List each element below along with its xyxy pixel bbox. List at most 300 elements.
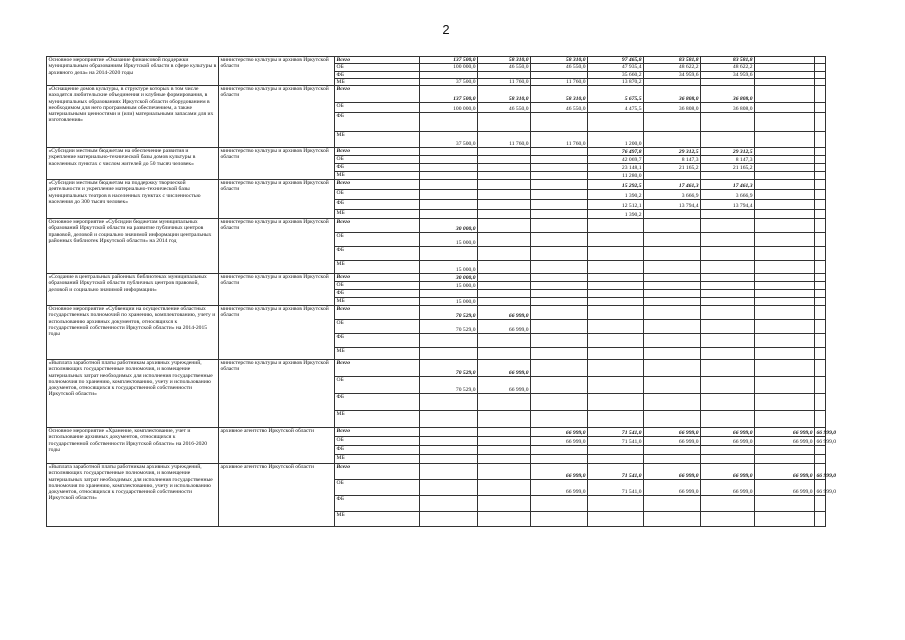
amount-cell (588, 334, 644, 348)
amount-cell: 36 808,0 (701, 103, 755, 113)
amount-cell (815, 190, 826, 200)
amount-cell: 21 165,2 (701, 164, 755, 172)
amount-cell (755, 113, 815, 132)
amount-cell: 11 760,0 (531, 132, 588, 148)
amount-cell: 15 000,0 (420, 282, 478, 290)
amount-cell (701, 172, 755, 180)
activity-name-cell: «Выплата заработной платы работникам архивных учреждений, исполняющих государственные полномочия, и возмещение материальных затрат необходимых для исполнения государственные полномочия по хранению, комплектованию, учету и использованию документов, относящихся к государственной собственности Иркутской области» (47, 360, 219, 428)
amount-cell (755, 64, 815, 71)
amount-cell (815, 274, 826, 282)
amount-cell: 58 310,0 (531, 57, 588, 64)
amount-cell: 3 666,9 (701, 190, 755, 200)
amount-cell (588, 512, 644, 527)
executor-cell: архивное агентство Иркутской области (219, 428, 335, 464)
amount-cell (531, 219, 588, 233)
executor-cell: министерство культуры и архивов Иркутской области (219, 360, 335, 428)
amount-cell (815, 298, 826, 306)
amount-cell (815, 348, 826, 360)
table-row (47, 306, 826, 320)
amount-cell: 36 808,0 (644, 86, 701, 103)
funding-source-cell: ОБ (335, 64, 420, 71)
amount-cell (644, 360, 701, 377)
amount-cell: 48 622,2 (644, 64, 701, 71)
amount-cell: 36 808,0 (644, 103, 701, 113)
amount-cell (701, 78, 755, 85)
amount-cell (815, 334, 826, 348)
amount-cell (420, 496, 478, 512)
amount-cell (755, 164, 815, 172)
amount-cell (755, 190, 815, 200)
amount-cell (644, 172, 701, 180)
funding-source-cell: ОБ (335, 103, 420, 113)
amount-cell (588, 290, 644, 298)
funding-source-cell: ФБ (335, 394, 420, 411)
amount-cell (478, 113, 531, 132)
amount-cell: 46 550,0 (478, 103, 531, 113)
amount-cell: 97 465,8 (588, 57, 644, 64)
executor-cell: министерство культуры и архивов Иркутской области (219, 86, 335, 148)
amount-cell (701, 394, 755, 411)
amount-cell (531, 496, 588, 512)
amount-cell (478, 210, 531, 219)
amount-cell (531, 360, 588, 377)
amount-cell (478, 71, 531, 78)
amount-cell (815, 148, 826, 156)
amount-cell: 66 999,0 (701, 428, 755, 437)
amount-cell (755, 247, 815, 261)
amount-cell (701, 132, 755, 148)
funding-source-cell: Всего (335, 274, 420, 282)
amount-cell (701, 210, 755, 219)
amount-cell (815, 172, 826, 180)
amount-cell (815, 103, 826, 113)
amount-cell: 58 310,0 (531, 86, 588, 103)
amount-cell: 58 310,0 (478, 57, 531, 64)
amount-cell (755, 156, 815, 164)
amount-cell: 66 999,0 (644, 428, 701, 437)
amount-cell: 15 000,0 (420, 233, 478, 247)
amount-cell: 66 999,0 (815, 480, 826, 496)
amount-cell (644, 320, 701, 334)
amount-cell: 17 461,3 (644, 180, 701, 190)
funding-source-cell: Всего (335, 86, 420, 103)
amount-cell (755, 86, 815, 103)
amount-cell (815, 455, 826, 464)
amount-cell (588, 274, 644, 282)
amount-cell (478, 437, 531, 446)
amount-cell (644, 455, 701, 464)
amount-cell (531, 113, 588, 132)
amount-cell: 58 310,0 (478, 86, 531, 103)
executor-cell: архивное агентство Иркутской области (219, 464, 335, 527)
amount-cell (644, 446, 701, 455)
amount-cell (478, 512, 531, 527)
amount-cell: 100 000,0 (420, 103, 478, 113)
amount-cell: 13 794,4 (701, 200, 755, 210)
amount-cell (420, 71, 478, 78)
amount-cell: 15 000,0 (420, 298, 478, 306)
funding-source-cell: Всего (335, 360, 420, 377)
funding-source-cell: ОБ (335, 377, 420, 394)
amount-cell: 71 541,0 (588, 464, 644, 480)
activity-name-cell: «Субсидии местным бюджетам на обеспечение развития и укрепление материально-технической базы домов культуры в населенных пунктах с числом жителей до 50 тысяч человек» (47, 148, 219, 180)
amount-cell (644, 512, 701, 527)
funding-source-cell: Всего (335, 219, 420, 233)
amount-cell (755, 233, 815, 247)
funding-source-cell: ОБ (335, 480, 420, 496)
amount-cell (478, 200, 531, 210)
table-row (47, 86, 826, 103)
amount-cell (644, 348, 701, 360)
table-row (47, 464, 826, 480)
amount-cell (588, 219, 644, 233)
amount-cell (478, 428, 531, 437)
amount-cell (815, 320, 826, 334)
amount-cell (701, 455, 755, 464)
amount-cell: 8 147,3 (701, 156, 755, 164)
amount-cell: 46 550,0 (531, 64, 588, 71)
activity-name-cell: «Выплата заработной платы работникам архивных учреждений, исполняющих государственные полномочия, и возмещение материальных затрат необходимых для исполнения государственные полномочия по хранению, комплектованию, учету и использованию документов, относящихся к государственной собственности Иркутской области» (47, 464, 219, 527)
amount-cell (755, 377, 815, 394)
amount-cell (701, 320, 755, 334)
amount-cell (815, 113, 826, 132)
amount-cell (420, 334, 478, 348)
amount-cell (701, 247, 755, 261)
amount-cell: 70 529,0 (420, 360, 478, 377)
amount-cell (644, 298, 701, 306)
amount-cell (701, 274, 755, 282)
amount-cell (531, 233, 588, 247)
amount-cell (755, 71, 815, 78)
amount-cell: 11 760,0 (478, 78, 531, 85)
amount-cell: 66 999,0 (755, 437, 815, 446)
amount-cell (755, 334, 815, 348)
amount-cell (588, 394, 644, 411)
amount-cell: 66 999,0 (531, 480, 588, 496)
amount-cell (478, 455, 531, 464)
amount-cell: 15 292,5 (588, 180, 644, 190)
amount-cell (815, 57, 826, 64)
amount-cell: 83 581,8 (644, 57, 701, 64)
amount-cell (755, 274, 815, 282)
funding-source-cell: МБ (335, 172, 420, 180)
amount-cell (478, 190, 531, 200)
amount-cell (531, 455, 588, 464)
amount-cell: 42 069,7 (588, 156, 644, 164)
amount-cell (478, 261, 531, 274)
funding-source-cell: ФБ (335, 290, 420, 298)
amount-cell: 12 512,1 (588, 200, 644, 210)
amount-cell (701, 282, 755, 290)
amount-cell (531, 411, 588, 428)
amount-cell (420, 148, 478, 156)
amount-cell (644, 290, 701, 298)
amount-cell (478, 148, 531, 156)
amount-cell (815, 164, 826, 172)
amount-cell: 5 675,5 (588, 86, 644, 103)
funding-source-cell: Всего (335, 306, 420, 320)
funding-source-cell: Всего (335, 57, 420, 64)
amount-cell (588, 446, 644, 455)
funding-source-cell: ОБ (335, 156, 420, 164)
amount-cell (531, 334, 588, 348)
funding-source-cell: ОБ (335, 320, 420, 334)
amount-cell: 1 390,2 (588, 190, 644, 200)
amount-cell: 23 148,1 (588, 164, 644, 172)
amount-cell (701, 360, 755, 377)
amount-cell (755, 411, 815, 428)
amount-cell: 46 550,0 (478, 64, 531, 71)
amount-cell (701, 411, 755, 428)
amount-cell (815, 156, 826, 164)
amount-cell (531, 261, 588, 274)
amount-cell (755, 103, 815, 113)
amount-cell: 66 999,0 (531, 437, 588, 446)
amount-cell (531, 148, 588, 156)
amount-cell (420, 210, 478, 219)
amount-cell (531, 180, 588, 190)
activity-name-cell: «Оснащение домов культуры, в структуре которых в том числе находятся любительские объединения и клубные формирования, в муниципальных образованиях Иркутской области оборудованием в необходимом для него программным обеспечением, а также материальными ценностями и (или) материальными запасами для их изготовления» (47, 86, 219, 148)
amount-cell (755, 132, 815, 148)
amount-cell: 8 147,3 (644, 156, 701, 164)
executor-cell: министерство культуры и архивов Иркутской области (219, 274, 335, 306)
amount-cell (478, 411, 531, 428)
amount-cell: 30 000,0 (420, 219, 478, 233)
amount-cell (755, 394, 815, 411)
funding-source-cell: ОБ (335, 233, 420, 247)
amount-cell (588, 247, 644, 261)
budget-table (46, 56, 837, 527)
amount-cell (420, 200, 478, 210)
amount-cell: 4 475,5 (588, 103, 644, 113)
amount-cell (644, 306, 701, 320)
funding-source-cell: ФБ (335, 200, 420, 210)
amount-cell (478, 464, 531, 480)
amount-cell: 83 581,8 (701, 57, 755, 64)
amount-cell: 66 999,0 (644, 464, 701, 480)
amount-cell (644, 247, 701, 261)
amount-cell (755, 261, 815, 274)
amount-cell (588, 455, 644, 464)
executor-cell: министерство культуры и архивов Иркутской области (219, 180, 335, 219)
amount-cell (478, 334, 531, 348)
amount-cell (815, 261, 826, 274)
amount-cell: 66 999,0 (755, 428, 815, 437)
amount-cell: 37 500,0 (420, 78, 478, 85)
funding-source-cell: ФБ (335, 446, 420, 455)
activity-name-cell: «Субсидии местным бюджетам на поддержку творческой деятельности и укрепление материально-технической базы муниципальных театров в населенных пунктах с численностью населения до 300 тысяч человек» (47, 180, 219, 219)
executor-cell: министерство культуры и архивов Иркутской области (219, 148, 335, 180)
amount-cell (755, 57, 815, 64)
amount-cell (588, 282, 644, 290)
amount-cell: 76 497,8 (588, 148, 644, 156)
executor-cell: министерство культуры и архивов Иркутской области (219, 57, 335, 86)
amount-cell (478, 348, 531, 360)
amount-cell: 48 622,2 (701, 64, 755, 71)
amount-cell (755, 282, 815, 290)
amount-cell (420, 113, 478, 132)
table-row (47, 180, 826, 190)
activity-name-cell: Основное мероприятие «Субсидии бюджетам муниципальных образований Иркутской области на развитие публичных центров правовой, деловой и социально значимой информации центральных районных библиотек Иркутской области» на 2014 год (47, 219, 219, 274)
amount-cell (755, 290, 815, 298)
amount-cell (478, 247, 531, 261)
amount-cell: 13 794,4 (644, 200, 701, 210)
amount-cell (701, 377, 755, 394)
amount-cell: 66 999,0 (478, 377, 531, 394)
amount-cell (478, 156, 531, 164)
amount-cell (755, 172, 815, 180)
amount-cell (420, 190, 478, 200)
amount-cell (478, 394, 531, 411)
funding-source-cell: ФБ (335, 247, 420, 261)
funding-source-cell: МБ (335, 210, 420, 219)
funding-source-cell: МБ (335, 512, 420, 527)
amount-cell (815, 64, 826, 71)
amount-cell (815, 290, 826, 298)
amount-cell (815, 71, 826, 78)
amount-cell: 37 500,0 (420, 132, 478, 148)
amount-cell (531, 200, 588, 210)
amount-cell (531, 274, 588, 282)
amount-cell (815, 394, 826, 411)
amount-cell: 35 660,2 (588, 71, 644, 78)
funding-source-cell: Всего (335, 428, 420, 437)
amount-cell (815, 377, 826, 394)
amount-cell (701, 496, 755, 512)
table-row (47, 360, 826, 377)
amount-cell (644, 282, 701, 290)
amount-cell: 46 550,0 (531, 103, 588, 113)
amount-cell (420, 512, 478, 527)
amount-cell (478, 298, 531, 306)
amount-cell (755, 512, 815, 527)
amount-cell (644, 411, 701, 428)
amount-cell (531, 290, 588, 298)
amount-cell (755, 180, 815, 190)
amount-cell (531, 172, 588, 180)
amount-cell: 137 500,0 (420, 57, 478, 64)
amount-cell (531, 394, 588, 411)
amount-cell (644, 113, 701, 132)
amount-cell: 11 760,0 (531, 78, 588, 85)
amount-cell (588, 360, 644, 377)
amount-cell: 137 500,0 (420, 86, 478, 103)
funding-source-cell: ФБ (335, 334, 420, 348)
amount-cell: 100 000,0 (420, 64, 478, 71)
amount-cell (644, 334, 701, 348)
amount-cell (755, 360, 815, 377)
amount-cell: 34 959,6 (644, 71, 701, 78)
amount-cell (588, 411, 644, 428)
amount-cell: 34 959,6 (701, 71, 755, 78)
amount-cell (478, 274, 531, 282)
amount-cell: 70 529,0 (420, 377, 478, 394)
amount-cell (701, 512, 755, 527)
amount-cell (644, 274, 701, 282)
amount-cell (420, 437, 478, 446)
amount-cell (815, 360, 826, 377)
amount-cell: 21 165,2 (644, 164, 701, 172)
amount-cell (815, 78, 826, 85)
amount-cell (588, 298, 644, 306)
amount-cell (755, 455, 815, 464)
amount-cell: 66 999,0 (644, 437, 701, 446)
activity-name-cell: Основное мероприятие «Субвенции на осуществление областных государственных полномочий по хранению, комплектованию, учету и использованию архивных документов, относящихся к государственной собственности Иркутской области» на 2014-2015 годы (47, 306, 219, 360)
amount-cell (588, 348, 644, 360)
amount-cell (815, 132, 826, 148)
amount-cell: 17 461,3 (701, 180, 755, 190)
amount-cell: 3 666,9 (644, 190, 701, 200)
amount-cell: 11 280,0 (588, 172, 644, 180)
amount-cell (420, 247, 478, 261)
amount-cell (531, 190, 588, 200)
funding-source-cell: ФБ (335, 164, 420, 172)
amount-cell: 66 999,0 (644, 480, 701, 496)
amount-cell (701, 261, 755, 274)
amount-cell: 71 541,0 (588, 480, 644, 496)
table-row (47, 57, 826, 64)
amount-cell: 29 312,5 (644, 148, 701, 156)
amount-cell (755, 210, 815, 219)
amount-cell (478, 290, 531, 298)
funding-source-cell: МБ (335, 261, 420, 274)
amount-cell (420, 480, 478, 496)
amount-cell: 66 999,0 (478, 360, 531, 377)
amount-cell (755, 306, 815, 320)
amount-cell (755, 78, 815, 85)
amount-cell: 15 000,0 (420, 261, 478, 274)
amount-cell (815, 247, 826, 261)
amount-cell (701, 219, 755, 233)
funding-source-cell: ОБ (335, 190, 420, 200)
amount-cell: 71 541,0 (588, 428, 644, 437)
amount-cell (531, 348, 588, 360)
amount-cell: 29 312,5 (701, 148, 755, 156)
amount-cell (588, 261, 644, 274)
amount-cell (478, 180, 531, 190)
amount-cell: 1 390,2 (588, 210, 644, 219)
amount-cell: 70 529,0 (420, 320, 478, 334)
amount-cell: 66 999,0 (701, 437, 755, 446)
amount-cell (815, 446, 826, 455)
amount-cell (701, 298, 755, 306)
amount-cell (815, 306, 826, 320)
amount-cell (815, 282, 826, 290)
amount-cell: 30 000,0 (420, 274, 478, 282)
amount-cell: 71 541,0 (588, 437, 644, 446)
amount-cell: 66 999,0 (701, 480, 755, 496)
funding-source-cell: Всего (335, 464, 420, 480)
amount-cell: 66 999,0 (701, 464, 755, 480)
amount-cell (701, 113, 755, 132)
amount-cell (531, 247, 588, 261)
amount-cell: 66 999,0 (815, 437, 826, 446)
amount-cell (815, 496, 826, 512)
funding-source-cell: МБ (335, 132, 420, 148)
amount-cell (815, 86, 826, 103)
amount-cell: 66 999,0 (478, 320, 531, 334)
amount-cell (531, 512, 588, 527)
amount-cell (815, 233, 826, 247)
amount-cell (755, 496, 815, 512)
amount-cell (420, 394, 478, 411)
amount-cell (815, 200, 826, 210)
executor-cell: министерство культуры и архивов Иркутской области (219, 306, 335, 360)
table-row (47, 219, 826, 233)
amount-cell (531, 156, 588, 164)
amount-cell (644, 233, 701, 247)
amount-cell (531, 210, 588, 219)
